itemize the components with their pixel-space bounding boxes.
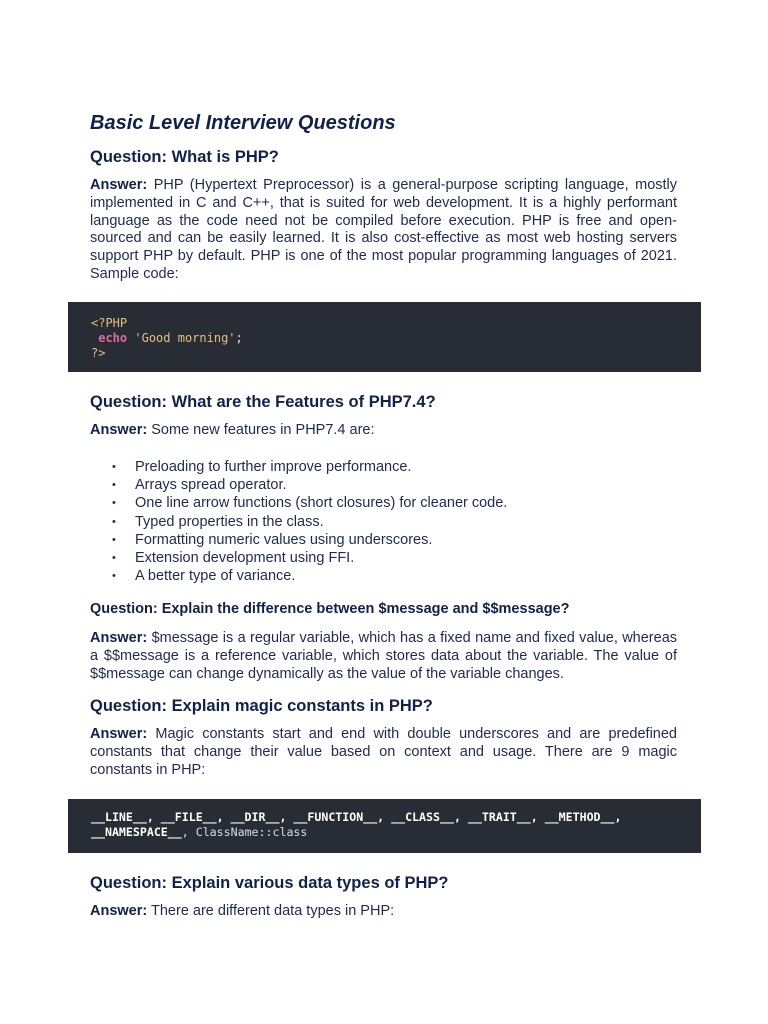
answer-label: Answer: xyxy=(90,903,148,919)
code-namespace-constant: __NAMESPACE__ xyxy=(91,825,182,839)
list-item: • Typed properties in the class. xyxy=(112,513,324,530)
answer-what-is-php xyxy=(90,177,677,284)
code-semicolon: ; xyxy=(235,331,243,345)
bullet-icon: • xyxy=(112,570,116,583)
bullet-icon: • xyxy=(112,497,116,510)
code-classname-constant: , ClassName::class xyxy=(181,825,308,839)
answer-magic-constants xyxy=(90,726,677,779)
answer-label: Answer: xyxy=(90,177,148,193)
answer-text: $message is a regular variable, which has a fixed name and fixed value, whereas a $$message is a reference variable, which stores data about the variable. The value of $$message can change dynamically as the value of the variable changes. xyxy=(90,630,678,682)
answer-label: Answer: xyxy=(90,422,148,438)
code-open-tag: <?PHP xyxy=(91,316,128,330)
answer-label: Answer: xyxy=(90,630,148,646)
list-item: • One line arrow functions (short closures) for cleaner code. xyxy=(112,495,508,512)
answer-text: There are different data types in PHP: xyxy=(151,903,395,919)
code-string: 'Good morning' xyxy=(134,331,236,345)
code-close-tag: ?> xyxy=(91,346,106,360)
list-item: • Arrays spread operator. xyxy=(112,477,287,494)
question-message-difference: Question: Explain the difference between $message and $$message? xyxy=(90,601,570,617)
list-item: • Extension development using FFI. xyxy=(112,549,355,566)
answer-message-difference xyxy=(90,630,677,683)
list-item: • A better type of variance. xyxy=(112,568,296,585)
list-item: • Formatting numeric values using underscores. xyxy=(112,531,433,548)
list-item: • Preloading to further improve performance. xyxy=(112,459,412,475)
question-features-php74: Question: What are the Features of PHP7.4? xyxy=(90,393,436,411)
bullet-icon: • xyxy=(112,533,116,546)
answer-features-php74 xyxy=(90,422,677,440)
answer-data-types xyxy=(90,903,677,921)
code-block-magic-constants xyxy=(68,799,701,853)
answer-text: Some new features in PHP7.4 are: xyxy=(151,422,375,438)
answer-text: PHP (Hypertext Preprocessor) is a general-purpose scripting language, mostly implemented in C and C++, that is suited for web development. It is a highly performant language as the code need not be compiled before execution. PHP is free and open-sourced and can be easily learned. It is also cost-effective as most web hosting servers support PHP by default. PHP is one of the most popular programming languages of 2021. Sample code: xyxy=(90,177,678,282)
bullet-icon: • xyxy=(112,515,116,528)
question-magic-constants: Question: Explain magic constants in PHP? xyxy=(90,697,433,715)
bullet-icon: • xyxy=(112,551,116,564)
code-constants-line-1: __LINE__, __FILE__, __DIR__, __FUNCTION__, __CLASS__, __TRAIT__, __METHOD__, xyxy=(91,810,622,824)
question-what-is-php: Question: What is PHP? xyxy=(90,148,279,166)
answer-text: Magic constants start and end with double underscores and are predefined constants that change their value based on context and usage. There are 9 magic constants in PHP: xyxy=(90,726,677,778)
code-echo-keyword: echo xyxy=(98,331,128,345)
bullet-icon: • xyxy=(112,461,116,473)
code-block-sample xyxy=(68,302,701,372)
bullet-icon: • xyxy=(112,479,116,492)
features-list xyxy=(90,458,507,585)
answer-label: Answer: xyxy=(90,726,148,742)
question-data-types: Question: Explain various data types of PHP? xyxy=(90,874,449,892)
section-title: Basic Level Interview Questions xyxy=(90,112,396,134)
